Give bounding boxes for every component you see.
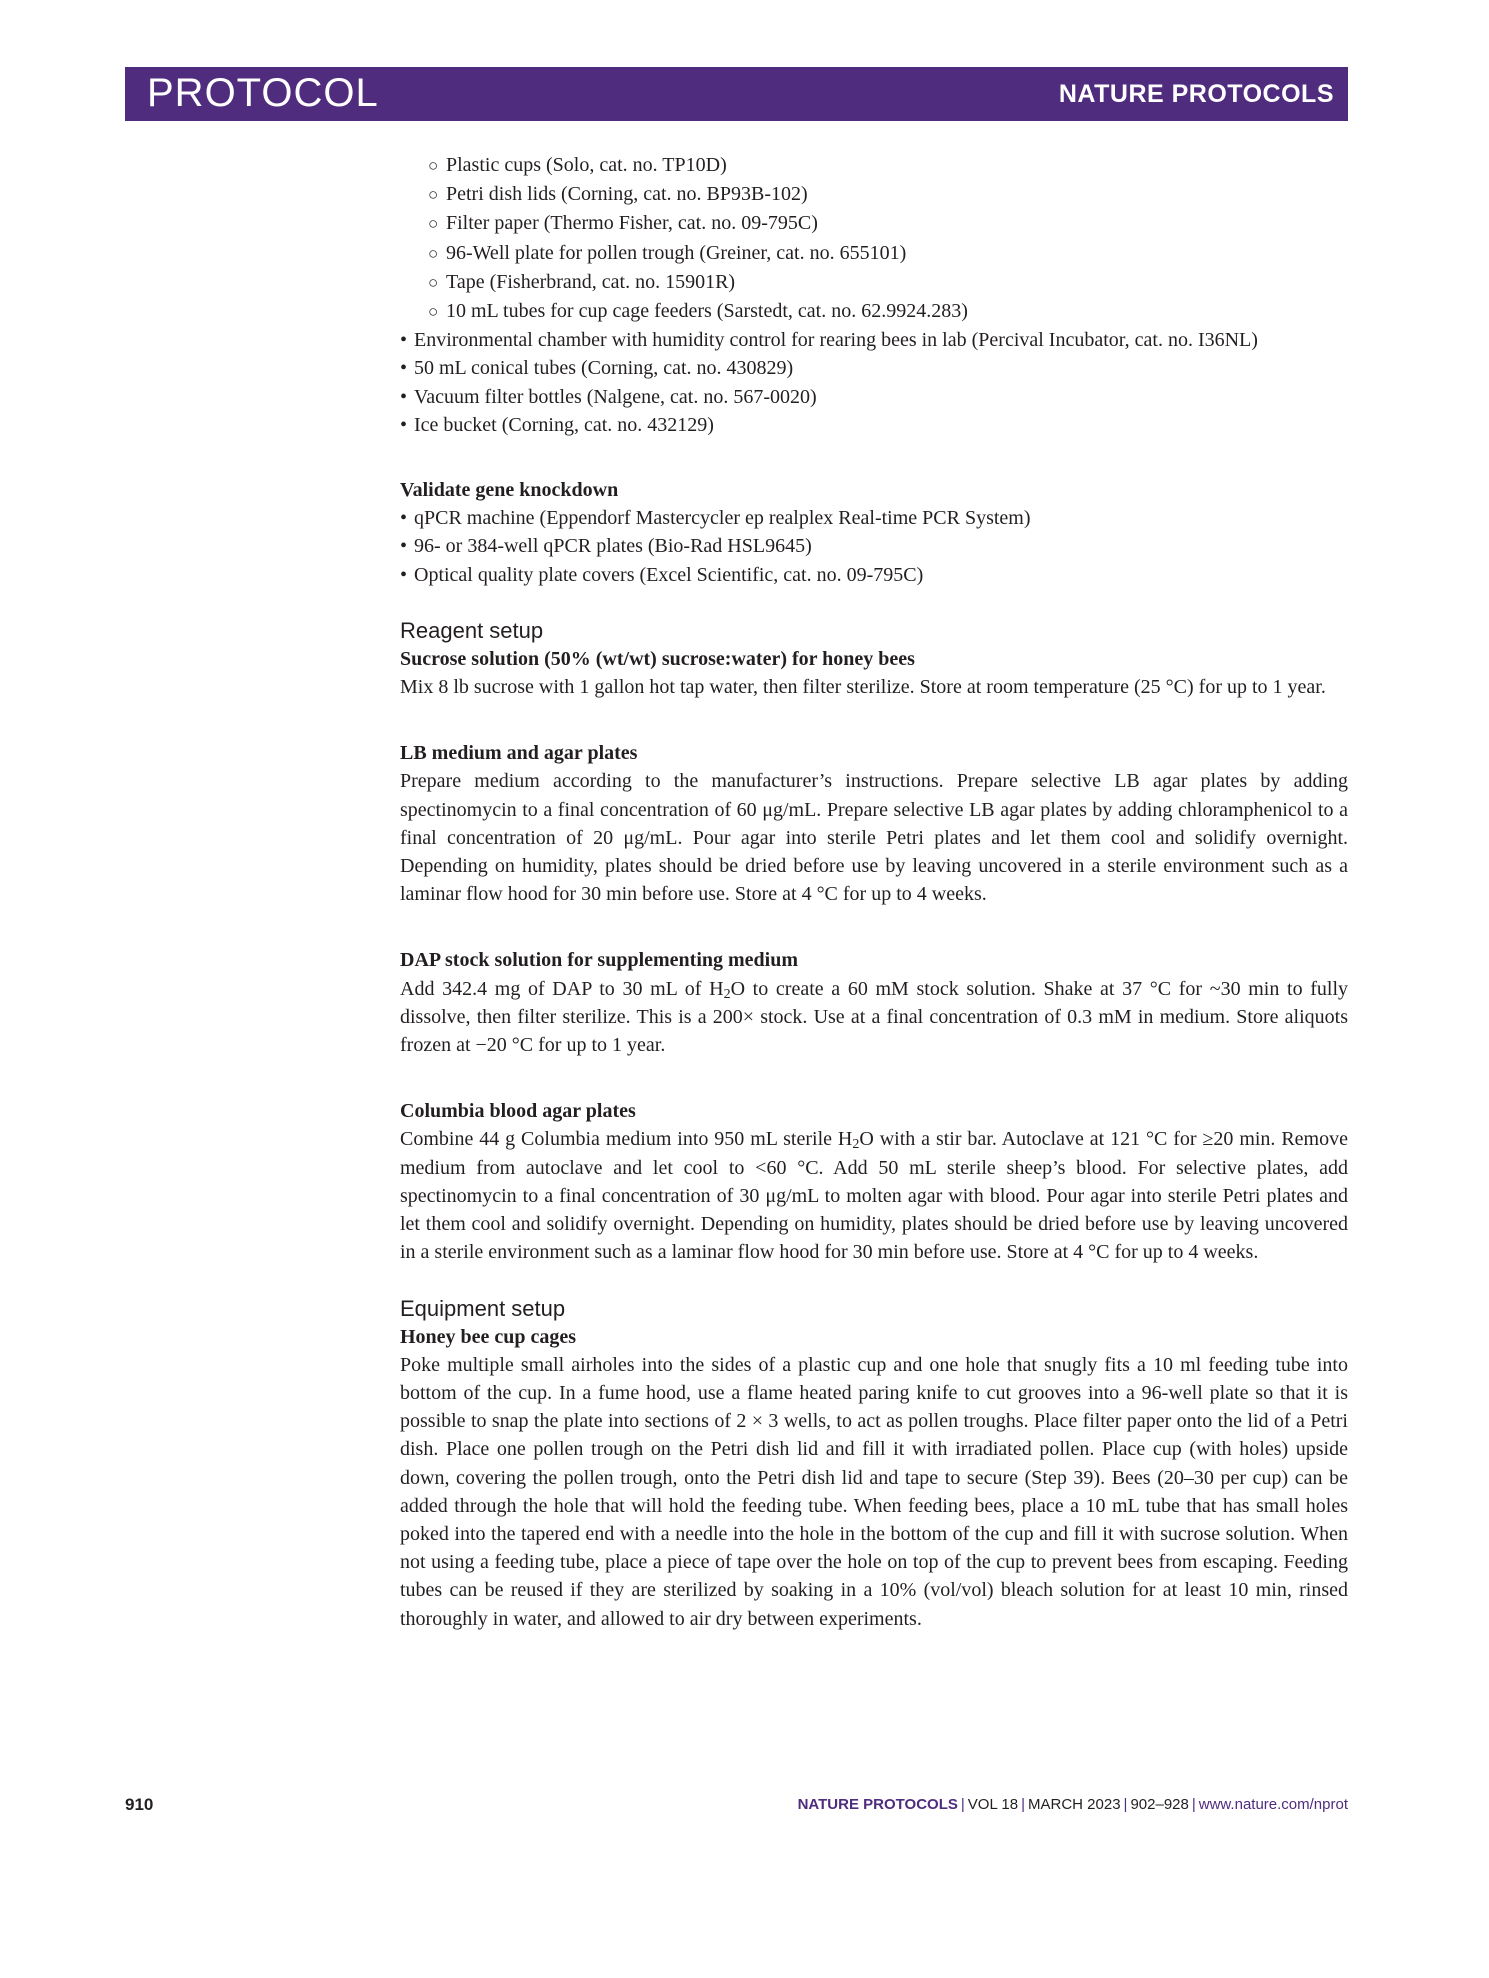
list-item: ○ Petri dish lids (Corning, cat. no. BP93B-102) [400, 180, 1348, 209]
bullet-icon: • [400, 385, 408, 408]
validate-list [400, 504, 1348, 589]
list-item: • 50 mL conical tubes (Corning, cat. no. 430829) [400, 354, 1348, 382]
equipment-setup-heading: Equipment setup [400, 1295, 566, 1321]
dap-text: Add 342.4 mg of DAP to 30 mL of $H_2O$ to create a 60 mM stock solution. Shake at 37 °C for ~30 min to fully dissolve, then filter sterilize. This is a 200× stock. Use at a final concentration of 0.3 mM in medium. Store aliquots frozen at −20 °C for up to 1 year. [400, 977, 1349, 1057]
page-body [400, 151, 1348, 1633]
columbia-text: Combine 44 g Columbia medium into 950 mL sterile $H_2O$ with a stir bar. Autoclave at 121 °C for ≥20 min. Remove medium from autoclave and let cool to <60 °C. Add 50 mL sterile sheep’s blood. For selective plates, add spectinomycin to a final concentration of 30 μg/mL to molten agar with blood. Pour agar into sterile Petri plates and let them cool and solidify overnight. Depending on humidity, plates should be dried before use by leaving uncovered in a sterile environment such as a laminar flow hood for 30 min before use. Store at 4 °C for up to 4 weeks. [400, 1128, 1348, 1264]
hollow-bullet-icon: ○ [428, 185, 439, 205]
list-item: • qPCR machine (Eppendorf Mastercycler ep realplex Real-time PCR System) [400, 504, 1348, 532]
reagent-setup-heading: Reagent setup [400, 617, 544, 643]
list-item: • 96- or 384-well qPCR plates (Bio-Rad HSL9645) [400, 532, 1348, 560]
list-item: ○ Tape (Fisherbrand, cat. no. 15901R) [400, 268, 1348, 297]
list-item: ○ 10 mL tubes for cup cage feeders (Sarstedt, cat. no. 62.9924.283) [400, 297, 1348, 326]
list-item: ○ 96-Well plate for pollen trough (Greiner, cat. no. 655101) [400, 239, 1348, 268]
footer-pages: 902–928 [1130, 1796, 1189, 1813]
page-number: 910 [125, 1795, 154, 1814]
bullet-icon: • [400, 507, 408, 530]
section-label: PROTOCOL [147, 71, 379, 115]
footer-citation: NATURE PROTOCOLS | VOL 18 | MARCH 2023 | 902–928 | www.nature.com/nprot [797, 1796, 1348, 1813]
hollow-bullet-icon: ○ [428, 243, 439, 263]
list-item: • Ice bucket (Corning, cat. no. 432129) [400, 411, 1348, 439]
list-item: • Optical quality plate covers (Excel Scientific, cat. no. 09-795C) [400, 561, 1348, 589]
validate-heading: Validate gene knockdown [400, 479, 619, 502]
dap-heading: DAP stock solution for supplementing medium [400, 949, 799, 972]
bullet-icon: • [400, 535, 408, 558]
running-header [125, 67, 1348, 121]
cup-cages-heading: Honey bee cup cages [400, 1325, 577, 1348]
footer-volume: VOL 18 [967, 1796, 1019, 1813]
lb-text: Prepare medium according to the manufacturer’s instructions. Prepare selective LB agar plates by adding spectinomycin to a final concentration of 60 μg/mL. Prepare selective LB agar plates by adding chloramphenicol to a final concentration of 20 μg/mL. Pour agar into sterile Petri plates and let them cool and solidify overnight. Depending on humidity, plates should be dried before use by leaving uncovered in a sterile environment such as a laminar flow hood for 30 min before use. Store at 4 °C for up to 4 weeks. [400, 770, 1348, 906]
cup-cages-text: Poke multiple small airholes into the sides of a plastic cup and one hole that snugly fits a 10 ml feeding tube into bottom of the cup. In a fume hood, use a flame heated paring knife to cut grooves into a 96-well plate so that it is possible to snap the plate into sections of 2 × 3 wells, to act as pollen troughs. Place filter paper onto the lid of a Petri dish. Place one pollen trough on the Petri dish lid and fill it with irradiated pollen. Place cup (with holes) upside down, covering the pollen trough, onto the Petri dish lid and tape to secure (Step 39). Bees (20–30 per cup) can be added through the hole that will hold the feeding tube. When feeding bees, place a 10 mL tube that has small holes poked into the tapered end with a needle into the hole in the bottom of the cup and fill it with sucrose solution. When not using a feeding tube, place a piece of tape over the hole on top of the cup to prevent bees from escaping. Feeding tubes can be reused if they are sterilized by soaking in a 10% (vol/vol) bleach solution for at least 10 min, rinsed thoroughly in water, and allowed to air dry between experiments. [400, 1353, 1348, 1630]
sucrose-text: Mix 8 lb sucrose with 1 gallon hot tap water, then filter sterilize. Store at room temperature (25 °C) for up to 1 year. [400, 676, 1326, 699]
lb-heading: LB medium and agar plates [400, 742, 638, 765]
list-item: • Environmental chamber with humidity control for rearing bees in lab (Percival Incubator, cat. no. I36NL) [400, 326, 1348, 354]
list-item: • Vacuum filter bottles (Nalgene, cat. no. 567-0020) [400, 383, 1348, 411]
journal-label: NATURE PROTOCOLS [1058, 80, 1334, 108]
bullet-icon: • [400, 329, 408, 352]
footer-journal: NATURE PROTOCOLS [797, 1796, 958, 1813]
sucrose-heading: Sucrose solution (50% (wt/wt) sucrose:water) for honey bees [400, 647, 915, 670]
equipment-list [400, 326, 1348, 439]
hollow-bullet-icon: ○ [428, 156, 439, 175]
list-item: ○ Plastic cups (Solo, cat. no. TP10D) [400, 151, 1348, 180]
list-item: ○ Filter paper (Thermo Fisher, cat. no. 09-795C) [400, 209, 1348, 238]
equipment-sub-list [400, 151, 1348, 326]
footer-date: MARCH 2023 [1028, 1796, 1121, 1813]
hollow-bullet-icon: ○ [428, 302, 439, 322]
hollow-bullet-icon: ○ [428, 272, 439, 292]
footer-url[interactable]: www.nature.com/nprot [1198, 1796, 1348, 1813]
bullet-icon: • [400, 413, 408, 436]
bullet-icon: • [400, 357, 408, 380]
bullet-icon: • [400, 563, 408, 586]
hollow-bullet-icon: ○ [428, 214, 439, 234]
columbia-heading: Columbia blood agar plates [400, 1100, 636, 1123]
